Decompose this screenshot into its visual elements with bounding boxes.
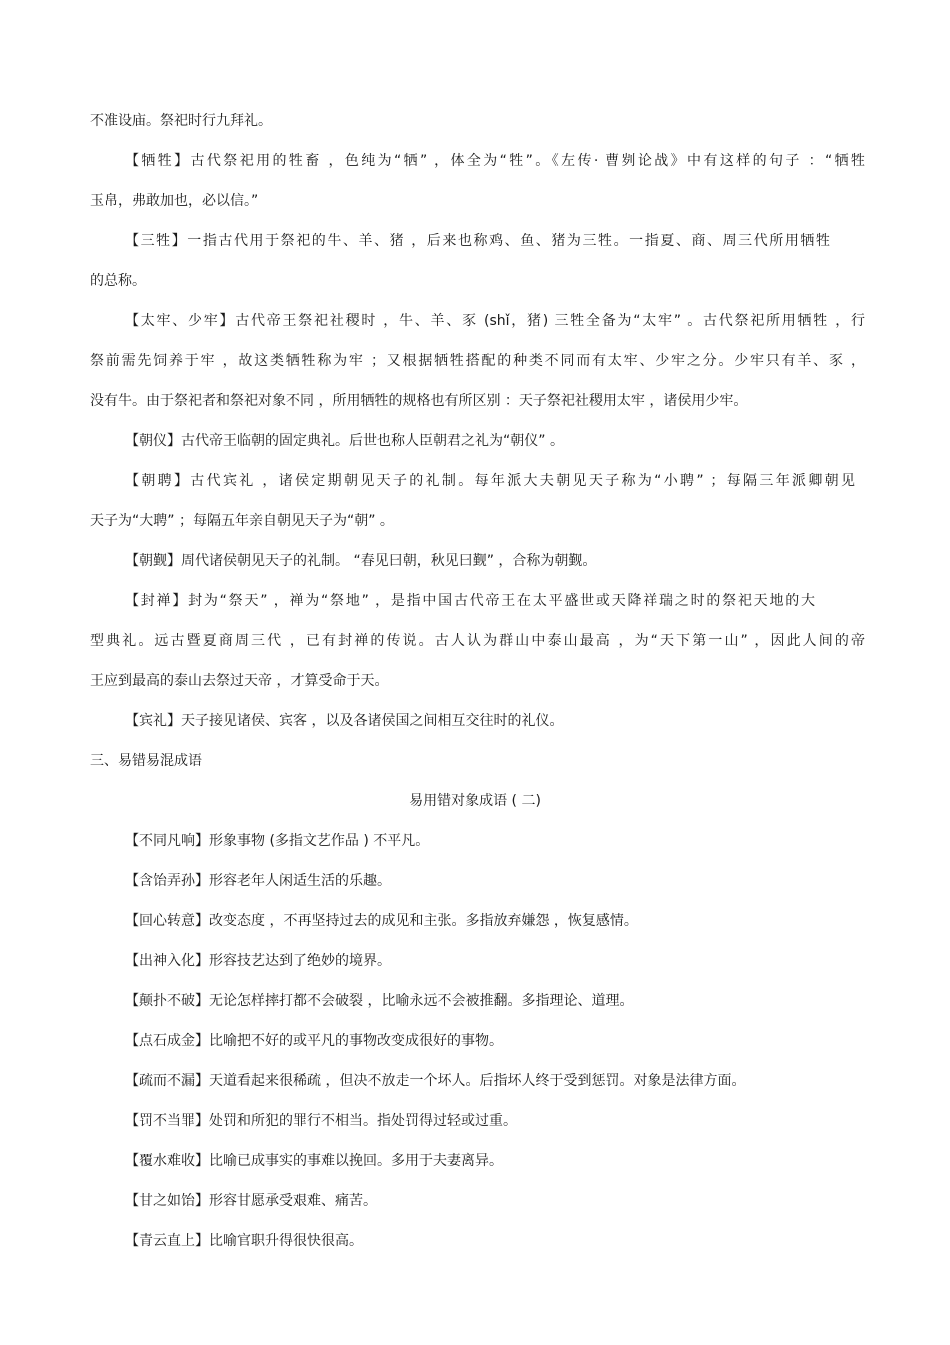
paragraph-line — [0, 430, 950, 452]
list-item — [0, 1070, 950, 1092]
section-heading-line — [0, 750, 950, 772]
term-fengshan: 【封禅】封为“祭天” ，禅为“祭地” ，是指中国古代帝王在太平盛世或天降祥瑞之时的祭祀天地的大 — [125, 593, 815, 609]
section-heading: 三、易错易混成语 — [90, 753, 202, 769]
list-item — [0, 1230, 950, 1252]
term-xisheng: 【牺牲】古代祭祀用的牲畜 ，色纯为“牺” ，体全为“牲”。《左传· 曹刿论战》中有这样的句子 ：“牺牲 — [125, 153, 865, 169]
idiom-entry: 【不同凡响】形象事物 (多指文艺作品 ) 不平凡。 — [125, 833, 430, 849]
idiom-entry: 【颠扑不破】无论怎样摔打都不会破裂 ，比喻永远不会被推翻。多指理论、道理。 — [125, 993, 634, 1009]
text-line: 天子为“大聘” ；每隔五年亲自朝见天子为“朝” 。 — [90, 513, 394, 529]
paragraph-line — [0, 670, 950, 692]
term-chaojin: 【朝觐】周代诸侯朝见天子的礼制。 “春见曰朝，秋见曰觐” ，合称为朝觐。 — [125, 553, 597, 569]
list-item — [0, 950, 950, 972]
text-line: 的总称。 — [90, 273, 146, 289]
term-binli: 【宾礼】天子接见诸侯、宾客 ，以及各诸侯国之间相互交往时的礼仪。 — [125, 713, 564, 729]
paragraph-line — [0, 190, 950, 212]
subsection-title: 易用错对象成语 ( 二) — [409, 793, 541, 809]
list-item — [0, 990, 950, 1012]
idiom-entry: 【点石成金】比喻把不好的或平凡的事物改变成很好的事物。 — [125, 1033, 503, 1049]
idiom-entry: 【青云直上】比喻官职升得很快很高。 — [125, 1233, 363, 1249]
paragraph-line — [0, 590, 950, 612]
list-item — [0, 910, 950, 932]
list-item — [0, 870, 950, 892]
term-chaopin: 【朝聘】古代宾礼 ，诸侯定期朝见天子的礼制。每年派大夫朝见天子称为“小聘” ；每隔三年派卿朝见 — [125, 473, 855, 489]
paragraph-line — [0, 270, 950, 292]
list-item — [0, 1190, 950, 1212]
paragraph-line — [0, 710, 950, 732]
paragraph-line — [0, 630, 950, 652]
text-line: 不准设庙。祭祀时行九拜礼。 — [90, 113, 272, 129]
list-item — [0, 1110, 950, 1132]
text-line: 玉帛，弗敢加也，必以信。” — [90, 193, 259, 209]
idiom-entry: 【甘之如饴】形容甘愿承受艰难、痛苦。 — [125, 1193, 377, 1209]
term-tailao-shaolao: 【太牢、少牢】古代帝王祭祀社稷时 ，牛、羊、豕 (shǐ，猪) 三牲全备为“太牢” 。古代祭祀所用牺牲 ，行 — [125, 313, 865, 329]
term-chaoyi: 【朝仪】古代帝王临朝的固定典礼。后世也称人臣朝君之礼为“朝仪” 。 — [125, 433, 564, 449]
term-sansheng: 【三牲】一指古代用于祭祀的牛、羊、猪 ，后来也称鸡、鱼、猪为三牲。一指夏、商、周三代所用牺牲 — [125, 233, 830, 249]
paragraph-line — [0, 350, 950, 372]
text-line: 没有牛。由于祭祀者和祭祀对象不同 ，所用牺牲的规格也有所区别 ：天子祭祀社稷用太牢 ，诸侯用少牢。 — [90, 393, 748, 409]
list-item — [0, 830, 950, 852]
text-line: 型典礼。远古暨夏商周三代 ，已有封禅的传说。古人认为群山中泰山最高 ，为“天下第一山” ，因此人间的帝 — [90, 633, 865, 649]
paragraph-line — [0, 230, 950, 252]
paragraph-line — [0, 310, 950, 332]
text-line: 祭前需先饲养于牢 ，故这类牺牲称为牢 ；又根据牺牲搭配的种类不同而有太牢、少牢之分。少牢只有羊、豕 ， — [90, 353, 865, 369]
paragraph-line — [0, 110, 950, 132]
paragraph-line — [0, 390, 950, 412]
paragraph-line — [0, 550, 950, 572]
idiom-entry: 【回心转意】改变态度 ，不再坚持过去的成见和主张。多指放弃嫌怨 ，恢复感情。 — [125, 913, 638, 929]
idiom-entry: 【出神入化】形容技艺达到了绝妙的境界。 — [125, 953, 391, 969]
text-line: 王应到最高的泰山去祭过天帝 ，才算受命于天。 — [90, 673, 389, 689]
idiom-entry: 【罚不当罪】处罚和所犯的罪行不相当。指处罚得过轻或过重。 — [125, 1113, 517, 1129]
idiom-entry: 【含饴弄孙】形容老年人闲适生活的乐趣。 — [125, 873, 391, 889]
paragraph-line — [0, 470, 950, 492]
list-item — [0, 1150, 950, 1172]
idiom-entry: 【疏而不漏】天道看起来很稀疏 ，但决不放走一个坏人。后指坏人终于受到惩罚。对象是法律方面。 — [125, 1073, 746, 1089]
list-item — [0, 1030, 950, 1052]
idiom-entry: 【覆水难收】比喻已成事实的事难以挽回。多用于夫妻离异。 — [125, 1153, 503, 1169]
paragraph-line — [0, 150, 950, 172]
paragraph-line — [0, 510, 950, 532]
